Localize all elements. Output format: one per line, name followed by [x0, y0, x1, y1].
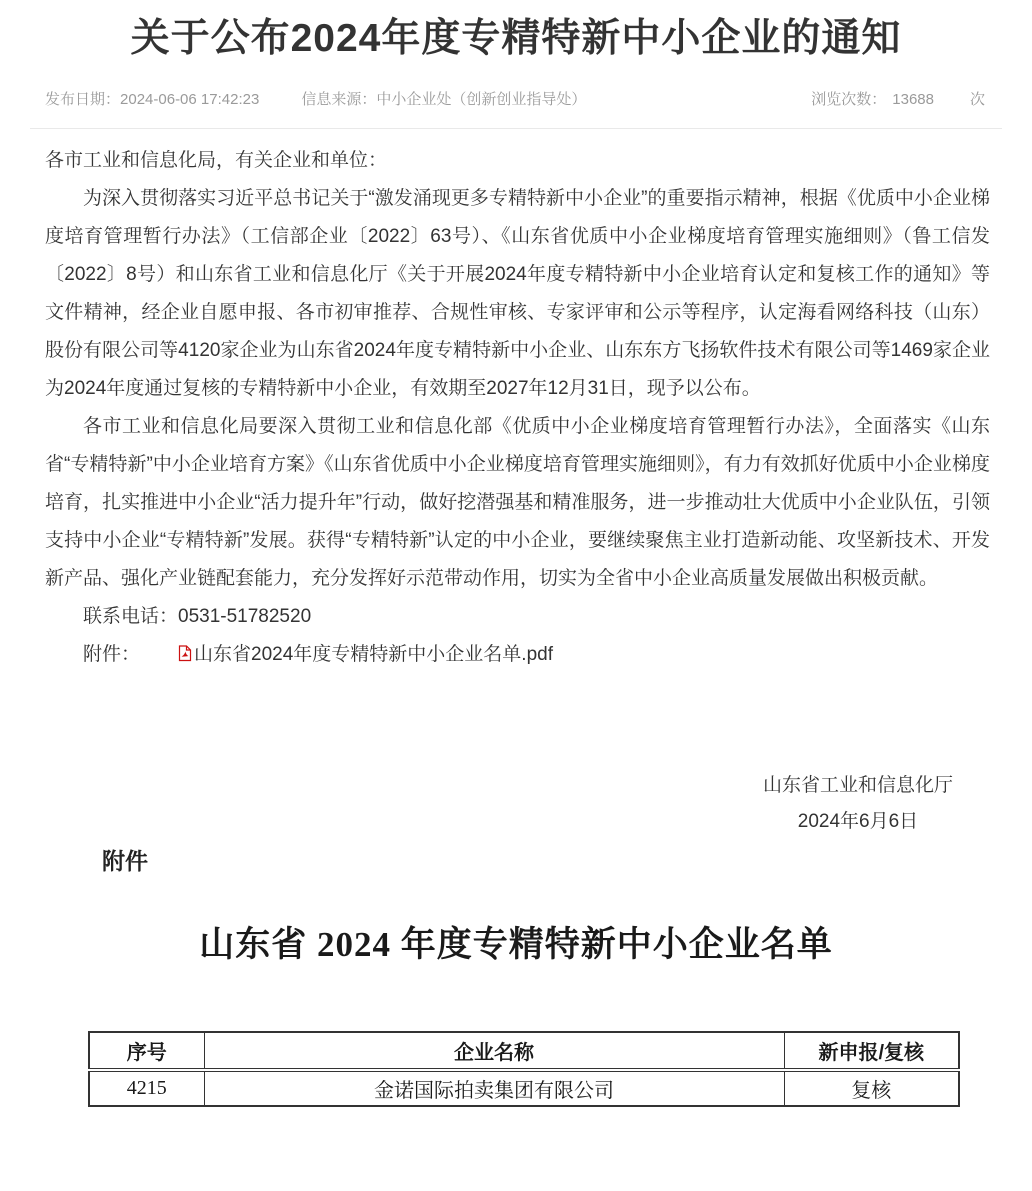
contact-phone: 联系电话：0531-51782520: [83, 606, 312, 627]
cell-enterprise-name: 金诺国际拍卖集团有限公司: [204, 1070, 784, 1106]
body-paragraph-1: 为深入贯彻落实习近平总书记关于“激发涌现更多专精特新中小企业”的重要指示精神，根据《优质中小企业梯度培育管理暂行办法》（工信部企业〔2022〕63号）、《山东省优质中小企业梯度培育管理实施细则》（鲁工信发〔2022〕8号）和山东省工业和信息化厅《关于开展2024年度专精特新中小企业培育认定和复核工作的通知》等文件精神，经企业自愿申报、各市初审推荐、合规性审核、专家评审和公示等程序，认定海看网络科技（山东）股份有限公司等4120家企业为山东省2024年度专精特新中小企业、山东东方飞扬软件技术有限公司等1469家企业为2024年度通过复核的专精特新中小企业，有效期至2027年12月31日，现予以公布。: [45, 188, 990, 399]
header-serial: 序号: [89, 1032, 204, 1070]
view-count-label: 浏览次数：: [811, 91, 887, 108]
cell-application-type: 复核: [784, 1070, 959, 1106]
attachment-link[interactable]: 山东省2024年度专精特新中小企业名单.pdf: [194, 644, 553, 665]
page-title: 关于公布2024年度专精特新中小企业的通知: [130, 17, 902, 60]
view-count-value: 13688: [892, 91, 934, 108]
view-count: [811, 88, 985, 109]
appendix-doc-title: 山东省 2024 年度专精特新中小企业名单: [199, 925, 833, 964]
sign-date: 2024年6月6日: [797, 811, 919, 832]
header-divider: [30, 128, 1002, 129]
salutation: 各市工业和信息化局，有关企业和单位：: [45, 150, 388, 171]
enterprise-table: [88, 1031, 960, 1107]
attachment-label: 附件：: [83, 644, 141, 665]
table-header-row: [89, 1032, 959, 1070]
info-source-value: 中小企业处（创新创业指导处）: [376, 91, 587, 108]
info-source-label: 信息来源：: [301, 91, 377, 108]
appendix-heading: 附件: [102, 848, 148, 874]
table-row: [89, 1070, 959, 1106]
meta-bar: [45, 88, 985, 109]
pdf-file-icon: [140, 638, 192, 676]
publish-date-value: 2024-06-06 17:42:23: [120, 91, 260, 108]
header-enterprise-name: 企业名称: [204, 1032, 784, 1070]
signer-name: 山东省工业和信息化厅: [762, 775, 953, 796]
notice-body: [45, 142, 990, 676]
signature-block: [0, 768, 1032, 840]
header-application-type: 新申报/复核: [784, 1032, 959, 1070]
info-source: [301, 88, 586, 109]
publish-date: [45, 88, 259, 109]
cell-serial: 4215: [89, 1070, 204, 1106]
view-count-unit: 次: [969, 91, 985, 108]
attachment-line: [45, 636, 990, 676]
body-paragraph-2: 各市工业和信息化局要深入贯彻工业和信息化部《优质中小企业梯度培育管理暂行办法》，全面落实《山东省“专精特新”中小企业培育方案》《山东省优质中小企业梯度培育管理实施细则》，有力有效抓好优质中小企业梯度培育，扎实推进中小企业“活力提升年”行动，做好挖潜强基和精准服务，进一步推动壮大优质中小企业队伍，引领支持中小企业“专精特新”发展。获得“专精特新”认定的中小企业，要继续聚焦主业打造新动能、攻坚新技术、开发新产品、强化产业链配套能力，充分发挥好示范带动作用，切实为全省中小企业高质量发展做出积极贡献。: [45, 416, 990, 589]
publish-date-label: 发布日期：: [45, 91, 121, 108]
